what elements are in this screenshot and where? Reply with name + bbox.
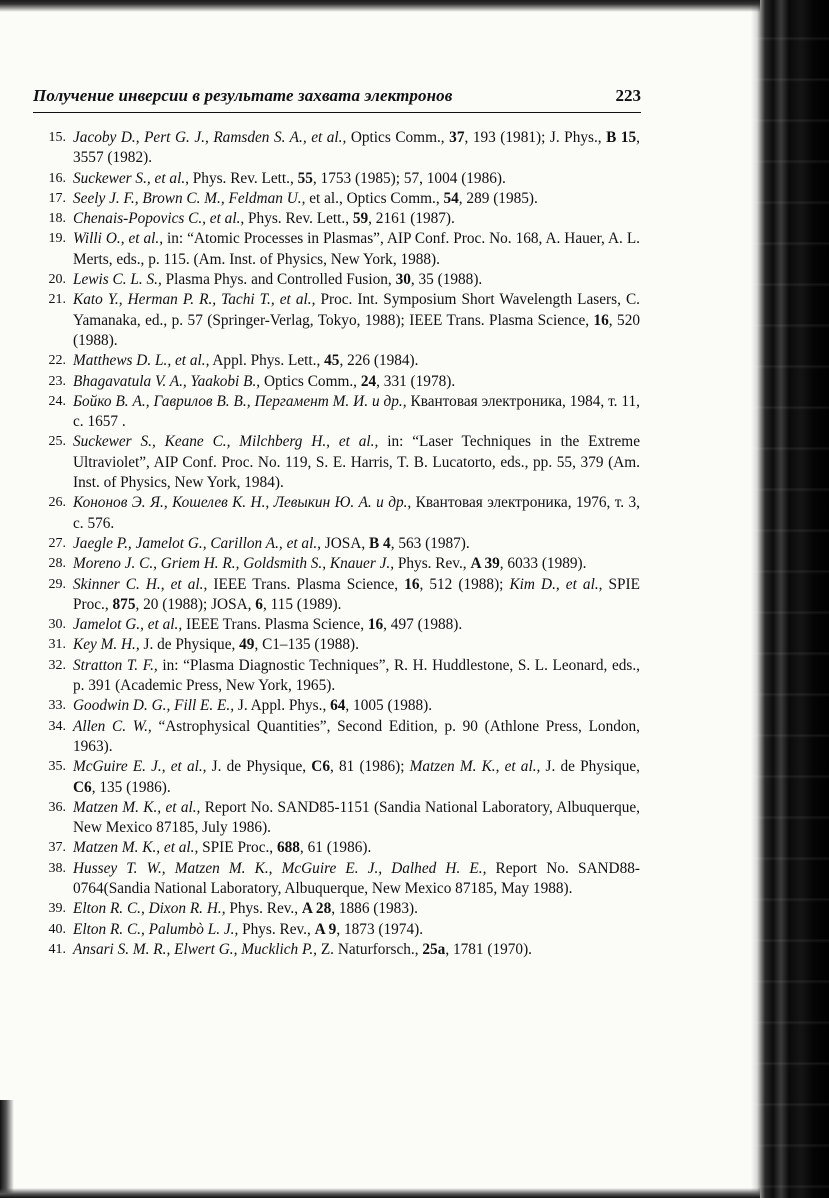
reference-authors: Willi O., et al., bbox=[73, 230, 164, 248]
reference-authors: Skinner C. H., et al., bbox=[73, 575, 208, 593]
reference-authors: Ansari S. M. R., Elwert G., Mucklich P., bbox=[73, 940, 318, 958]
reference-number: 39. bbox=[48, 901, 66, 917]
reference-number: 18. bbox=[48, 211, 66, 227]
running-title: Получение инверсии в результате захвата электронов bbox=[33, 86, 453, 105]
bottom-scan-edge bbox=[0, 1188, 760, 1198]
reference-item bbox=[36, 575, 640, 616]
reference-number: 30. bbox=[48, 617, 66, 633]
reference-item bbox=[36, 696, 640, 716]
reference-authors: McGuire E. J., et al., bbox=[73, 758, 207, 776]
reference-item bbox=[36, 656, 640, 697]
reference-text: J. de Physique, bbox=[206, 758, 312, 776]
reference-text: JOSA, bbox=[320, 534, 370, 552]
reference-text: Квантовая электроника, 1984, т. 11, с. 1657 . bbox=[73, 392, 640, 431]
reference-volume: 54 bbox=[443, 189, 459, 207]
reference-text: , 6033 (1989). bbox=[499, 555, 587, 573]
reference-number: 32. bbox=[48, 657, 66, 673]
reference-text: , 512 (1988); bbox=[419, 575, 510, 593]
reference-volume: 6 bbox=[255, 595, 263, 613]
top-scan-edge bbox=[0, 0, 760, 12]
reference-item bbox=[36, 534, 640, 554]
reference-volume: 49 bbox=[239, 636, 255, 654]
reference-text: Phys. Rev., bbox=[225, 900, 302, 918]
reference-item bbox=[36, 554, 640, 574]
reference-authors: Suckewer S., Keane C., Milchberg H., et al., bbox=[73, 433, 379, 451]
reference-authors: Kato Y., Herman P. R., Tachi T., et al., bbox=[73, 291, 316, 309]
reference-item bbox=[36, 229, 640, 270]
reference-authors: Suckewer S., et al., bbox=[73, 169, 189, 187]
reference-item bbox=[36, 635, 640, 655]
reference-volume: B 15 bbox=[606, 129, 637, 146]
reference-volume: 25a bbox=[422, 940, 446, 958]
reference-number: 28. bbox=[48, 556, 66, 572]
reference-text: “Astrophysical Quantities”, Second Edition, p. 90 (Athlone Press, London, 1963). bbox=[73, 717, 640, 755]
reference-volume: 64 bbox=[330, 697, 346, 715]
reference-authors: Elton R. C., Dixon R. H., bbox=[73, 900, 226, 918]
reference-item bbox=[36, 493, 640, 534]
reference-item bbox=[36, 189, 640, 209]
reference-text: Proc. Int. Symposium Short Wavelength Lasers, C. Yamanaka, ed., p. 57 (Springer-Verlag, Tokyo, 1988); IEEE Trans. Plasma Science, bbox=[73, 291, 640, 329]
reference-authors: Goodwin D. G., Fill E. E., bbox=[73, 697, 235, 715]
reference-text: in: “Plasma Diagnostic Techniques”, R. H. Huddlestone, S. L. Leonard, eds., p. 391 (Academic Press, New York, 1965). bbox=[73, 656, 640, 695]
reference-item bbox=[36, 128, 640, 169]
reference-authors: Bhagavatula V. A., Yaakobi B., bbox=[73, 372, 261, 390]
binding-streaks bbox=[751, 0, 829, 1198]
reference-text: , 1781 (1970). bbox=[445, 940, 533, 958]
reference-volume: A 28 bbox=[301, 900, 332, 918]
reference-text: in: “Atomic Processes in Plasmas”, AIP Conf. Proc. No. 168, A. Hauer, A. L. Merts, eds., p. 115. (Am. Inst. of Physics, New York, 1988). bbox=[73, 230, 640, 268]
reference-authors: Matthews D. L., et al., bbox=[73, 352, 210, 370]
reference-number: 29. bbox=[48, 576, 66, 592]
reference-number: 20. bbox=[48, 272, 66, 288]
reference-item bbox=[36, 717, 640, 758]
reference-number: 25. bbox=[48, 434, 66, 450]
reference-text: Optics Comm., bbox=[260, 372, 361, 390]
reference-volume: 16 bbox=[593, 311, 609, 329]
reference-text: Plasma Phys. and Controlled Fusion, bbox=[161, 271, 396, 289]
reference-volume: C6 bbox=[73, 778, 92, 796]
reference-volume: 30 bbox=[395, 271, 411, 289]
reference-number: 24. bbox=[48, 393, 66, 409]
reference-text: , 193 (1981); J. Phys., bbox=[464, 129, 607, 146]
reference-item bbox=[36, 615, 640, 635]
reference-text: , 1886 (1983). bbox=[331, 900, 418, 918]
reference-item bbox=[36, 270, 640, 290]
reference-text: in: “Laser Techniques in the Extreme Ultraviolet”, AIP Conf. Proc. No. 119, S. E. Harris, T. B. Lucatorto, eds., pp. 55, 379 (Am. Inst. of Physics, New York, 1984). bbox=[73, 433, 640, 492]
reference-text: , 115 (1989). bbox=[262, 595, 342, 613]
reference-authors: Kim D., et al., bbox=[509, 575, 603, 593]
reference-authors: Chenais-Popovics C., et al., bbox=[73, 210, 245, 228]
reference-authors: Matzen M. K., et al., bbox=[409, 758, 541, 776]
reference-number: 35. bbox=[48, 759, 66, 775]
reference-number: 41. bbox=[48, 941, 66, 957]
reference-text: , 289 (1985). bbox=[458, 189, 538, 207]
reference-text: , 497 (1988). bbox=[383, 616, 463, 634]
reference-text: et al., Optics Comm., bbox=[305, 189, 444, 207]
reference-item bbox=[36, 899, 640, 919]
reference-authors: Кононов Э. Я., Кошелев К. Н., Левыкин Ю. А. и др., bbox=[73, 494, 412, 512]
reference-text: , 226 (1984). bbox=[339, 352, 419, 370]
reference-authors: Jacoby D., Pert G. J., Ramsden S. A., et al., bbox=[73, 129, 347, 146]
reference-text: J. Appl. Phys., bbox=[234, 697, 331, 715]
reference-item bbox=[36, 169, 640, 189]
reference-authors: Matzen M. K., et al., bbox=[73, 839, 199, 857]
reference-item bbox=[36, 351, 640, 371]
reference-text: , 61 (1986). bbox=[299, 839, 372, 857]
reference-authors: Stratton T. F., bbox=[73, 656, 158, 674]
reference-item bbox=[36, 290, 640, 351]
reference-list bbox=[36, 128, 640, 960]
reference-volume: 45 bbox=[324, 352, 340, 370]
reference-text: , 3557 (1982). bbox=[73, 129, 640, 167]
reference-number: 17. bbox=[48, 190, 66, 206]
reference-text: IEEE Trans. Plasma Science, bbox=[207, 575, 405, 593]
reference-text: Phys. Rev., bbox=[238, 920, 315, 938]
reference-volume: B 4 bbox=[369, 534, 391, 552]
reference-text: , 1873 (1974). bbox=[336, 920, 424, 938]
reference-volume: 24 bbox=[360, 372, 377, 390]
reference-volume: 688 bbox=[276, 839, 300, 857]
reference-authors: Key M. H., bbox=[73, 636, 140, 654]
reference-item bbox=[36, 920, 640, 940]
reference-text: , 1753 (1985); 57, 1004 (1986). bbox=[312, 169, 506, 187]
reference-volume: A 9 bbox=[314, 920, 337, 938]
reference-text: Phys. Rev. Lett., bbox=[244, 210, 353, 228]
reference-text: J. de Physique, bbox=[540, 758, 640, 776]
reference-number: 31. bbox=[48, 637, 66, 653]
reference-volume: 16 bbox=[404, 575, 420, 593]
reference-item bbox=[36, 432, 640, 493]
reference-item bbox=[36, 372, 640, 392]
reference-item bbox=[36, 392, 640, 433]
reference-item bbox=[36, 757, 640, 798]
reference-text: , 563 (1987). bbox=[390, 534, 470, 552]
reference-authors: Jaegle P., Jamelot G., Carillon A., et al., bbox=[73, 534, 321, 552]
reference-authors: Hussey T. W., Matzen M. K., McGuire E. J., Dalhed H. E., bbox=[73, 859, 487, 877]
reference-volume: 37 bbox=[449, 129, 465, 146]
reference-number: 16. bbox=[48, 170, 66, 186]
reference-text: , 331 (1978). bbox=[376, 372, 456, 390]
reference-number: 36. bbox=[48, 799, 66, 815]
reference-authors: Elton R. C., Palumbò L. J., bbox=[73, 920, 239, 938]
reference-number: 26. bbox=[48, 495, 66, 511]
reference-authors: Jamelot G., et al., bbox=[73, 616, 183, 634]
reference-authors: Allen C. W., bbox=[73, 717, 152, 735]
reference-authors: Matzen M. K., et al., bbox=[73, 798, 201, 816]
reference-text: Phys. Rev. Lett., bbox=[188, 169, 298, 187]
reference-number: 15. bbox=[48, 130, 66, 145]
reference-text: , 520 (1988). bbox=[73, 311, 640, 349]
reference-text: Report No. SAND88-0764(Sandia National Laboratory, Albuquerque, New Mexico 87185, May 1988). bbox=[73, 859, 640, 897]
reference-volume: 875 bbox=[112, 595, 136, 613]
reference-item bbox=[36, 798, 640, 839]
reference-volume: 16 bbox=[367, 616, 384, 634]
reference-text: , 135 (1986). bbox=[91, 778, 171, 796]
reference-number: 19. bbox=[48, 231, 66, 247]
reference-text: Appl. Phys. Lett., bbox=[209, 352, 325, 370]
page-number: 223 bbox=[615, 86, 641, 105]
reference-item bbox=[36, 940, 640, 960]
left-scan-shadow bbox=[0, 1100, 14, 1198]
reference-text: , C1–135 (1988). bbox=[254, 636, 359, 654]
reference-text: Z. Naturforsch., bbox=[317, 940, 423, 958]
reference-text: Report No. SAND85-1151 (Sandia National Laboratory, Albuquerque, New Mexico 87185, July 1986). bbox=[73, 798, 640, 837]
reference-authors: Бойко В. А., Гаврилов В. В., Пергамент М. И. и др., bbox=[73, 392, 407, 410]
running-header bbox=[33, 86, 641, 113]
reference-number: 33. bbox=[48, 698, 66, 714]
reference-text: Optics Comm., bbox=[346, 129, 450, 146]
reference-text: SPIE Proc., bbox=[73, 575, 640, 613]
reference-text: , 81 (1986); bbox=[330, 758, 410, 776]
reference-text: J. de Physique, bbox=[139, 636, 240, 654]
reference-number: 23. bbox=[48, 373, 66, 389]
reference-volume: 59 bbox=[352, 210, 369, 228]
reference-authors: Seely J. F., Brown C. M., Feldman U., bbox=[73, 189, 306, 207]
reference-number: 37. bbox=[48, 840, 66, 856]
reference-item bbox=[36, 859, 640, 900]
reference-text: , 35 (1988). bbox=[410, 271, 483, 289]
reference-authors: Moreno J. C., Griem H. R., Goldsmith S., Knauer J., bbox=[73, 555, 395, 573]
reference-text: IEEE Trans. Plasma Science, bbox=[182, 616, 368, 634]
reference-volume: C6 bbox=[311, 758, 330, 776]
reference-number: 22. bbox=[48, 353, 66, 369]
reference-text: Phys. Rev., bbox=[394, 555, 471, 573]
reference-text: , 2161 (1987). bbox=[368, 210, 455, 228]
reference-item bbox=[36, 209, 640, 229]
reference-number: 21. bbox=[48, 292, 66, 308]
reference-volume: A 39 bbox=[470, 555, 500, 573]
reference-item bbox=[36, 838, 640, 858]
reference-number: 27. bbox=[48, 535, 66, 551]
reference-text: Квантовая электроника, 1976, т. 3, с. 576. bbox=[73, 494, 640, 532]
reference-authors: Lewis C. L. S., bbox=[73, 271, 162, 289]
reference-text: , 1005 (1988). bbox=[345, 697, 433, 715]
reference-number: 38. bbox=[48, 860, 66, 876]
reference-text: , 20 (1988); JOSA, bbox=[135, 595, 256, 613]
reference-number: 34. bbox=[48, 718, 66, 734]
reference-volume: 55 bbox=[297, 169, 313, 187]
reference-number: 40. bbox=[48, 921, 66, 937]
reference-text: SPIE Proc., bbox=[198, 839, 277, 857]
